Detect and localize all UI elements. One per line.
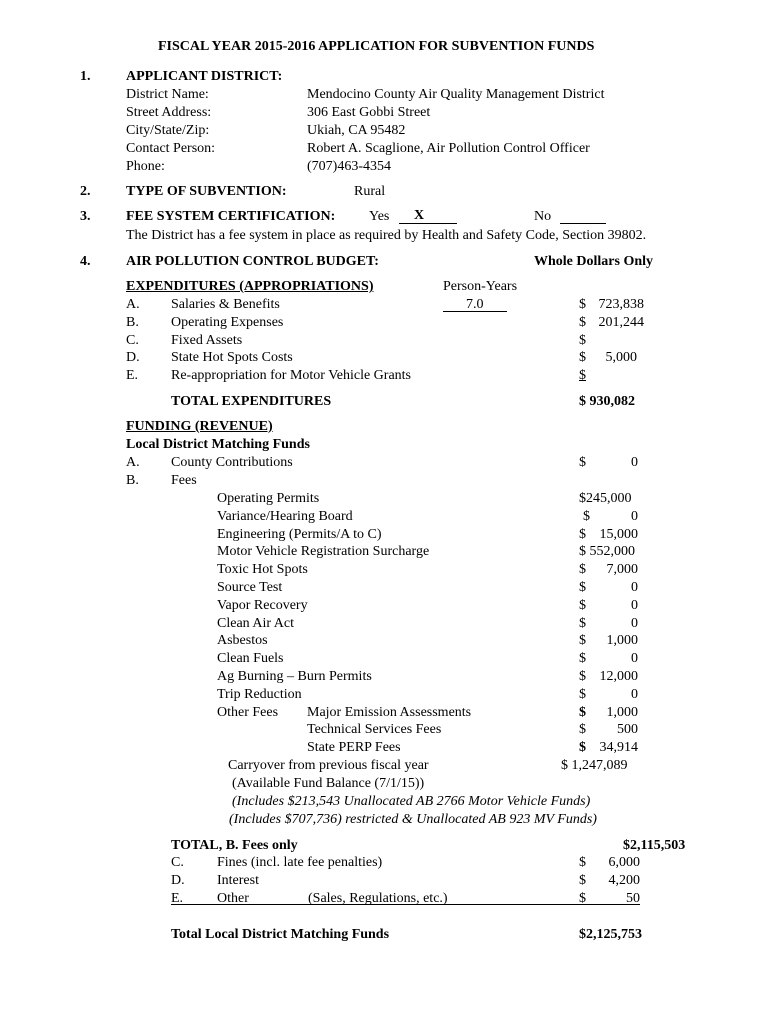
section-3-number: 3. <box>80 209 91 224</box>
fee-item-label: Engineering (Permits/A to C) <box>217 527 382 542</box>
expenditure-label: Salaries & Benefits <box>171 297 280 312</box>
dollar-sign: $ <box>579 651 586 666</box>
phone-label: Phone: <box>126 159 165 174</box>
dollar-sign: $ <box>579 368 586 383</box>
dollar-sign: $ <box>579 455 586 470</box>
section-2-heading: TYPE OF SUBVENTION: <box>126 184 287 199</box>
dollar-sign: $ <box>579 350 586 365</box>
dollar-sign: $ <box>579 722 586 737</box>
dollar-sign: $ <box>579 669 586 684</box>
fee-item-label: Clean Air Act <box>217 616 294 631</box>
street-address-value: 306 East Gobbi Street <box>307 105 431 120</box>
dollar-sign: $ <box>579 873 586 888</box>
total-expenditures-label: TOTAL EXPENDITURES <box>171 394 332 409</box>
dollar-sign: $ <box>579 705 586 720</box>
yes-label: Yes <box>369 209 390 224</box>
dollar-sign: $ <box>579 633 586 648</box>
dollar-sign: $ <box>579 580 586 595</box>
total-fees-value: $2,115,503 <box>623 838 686 853</box>
yes-underline <box>399 223 457 224</box>
other-fee-label: Technical Services Fees <box>307 722 442 737</box>
carryover-note-2: (Includes $707,736) restricted & Unallocated AB 923 MV Funds) <box>229 812 597 827</box>
total-expenditures-value: $ 930,082 <box>579 394 635 409</box>
dollar-sign: $ <box>579 333 586 348</box>
dollar-sign: $ <box>579 891 586 906</box>
fee-item-label: Clean Fuels <box>217 651 284 666</box>
expenditure-label: Re-appropriation for Motor Vehicle Grants <box>171 368 412 383</box>
section-4-number: 4. <box>80 254 91 269</box>
other-fee-amount: 500 <box>617 722 638 737</box>
whole-dollars-note: Whole Dollars Only <box>534 254 654 269</box>
dollar-sign: $ <box>579 562 586 577</box>
person-years-label: Person-Years <box>443 279 518 294</box>
carryover-label: Carryover from previous fiscal year <box>228 758 429 773</box>
expenditures-heading: EXPENDITURES (APPROPRIATIONS) <box>126 279 374 294</box>
funding-heading: FUNDING (REVENUE) <box>126 419 273 434</box>
street-address-label: Street Address: <box>126 105 212 120</box>
fee-item-label: Ag Burning – Burn Permits <box>217 669 372 684</box>
fee-item-amount: $ 552,000 <box>579 544 635 559</box>
total-local-label: Total Local District Matching Funds <box>171 927 390 942</box>
other-fees-label: Other Fees <box>217 705 279 720</box>
fee-item-amount: 15,000 <box>599 527 638 542</box>
section-4-heading: AIR POLLUTION CONTROL BUDGET: <box>126 254 379 269</box>
no-underline <box>560 223 606 224</box>
other-fee-amount: 1,000 <box>606 705 638 720</box>
expenditure-amount: 723,838 <box>598 297 644 312</box>
expenditure-label: State Hot Spots Costs <box>171 350 293 365</box>
dollar-sign: $ <box>579 616 586 631</box>
fee-item-label: Trip Reduction <box>217 687 302 702</box>
total-fees-label: TOTAL, B. Fees only <box>171 838 298 853</box>
fees-label: Fees <box>171 473 197 488</box>
yes-checkmark: X <box>414 208 425 223</box>
expenditure-amount: 5,000 <box>605 350 637 365</box>
revenue-letter: E. <box>171 891 184 906</box>
section-1-heading: APPLICANT DISTRICT: <box>126 69 283 84</box>
county-letter: A. <box>126 455 140 470</box>
expenditure-amount: 201,244 <box>598 315 644 330</box>
expenditure-letter: D. <box>126 350 140 365</box>
fee-item-amount: 0 <box>631 687 638 702</box>
fee-item-label: Toxic Hot Spots <box>217 562 308 577</box>
fee-item-amount: 0 <box>631 616 638 631</box>
carryover-note-1: (Includes $213,543 Unallocated AB 2766 Motor Vehicle Funds) <box>232 794 591 809</box>
other-fee-label: Major Emission Assessments <box>307 705 472 720</box>
dollar-sign: $ <box>579 855 586 870</box>
fee-item-label: Operating Permits <box>217 491 320 506</box>
revenue-label: Fines (incl. late fee penalties) <box>217 855 383 870</box>
revenue-letter: C. <box>171 855 184 870</box>
phone-value: (707)463-4354 <box>307 159 391 174</box>
county-amount: 0 <box>631 455 638 470</box>
fee-item-amount: 0 <box>631 580 638 595</box>
expenditure-letter: B. <box>126 315 139 330</box>
district-name-label: District Name: <box>126 87 209 102</box>
fee-item-amount: 7,000 <box>606 562 638 577</box>
no-label: No <box>534 209 552 224</box>
local-matching-heading: Local District Matching Funds <box>126 437 310 452</box>
revenue-letter: D. <box>171 873 185 888</box>
revenue-extra: (Sales, Regulations, etc.) <box>308 891 448 906</box>
revenue-label: Interest <box>217 873 259 888</box>
other-fee-amount: 34,914 <box>599 740 638 755</box>
fee-item-label: Variance/Hearing Board <box>217 509 353 524</box>
expenditure-label: Fixed Assets <box>171 333 243 348</box>
expenditure-label: Operating Expenses <box>171 315 284 330</box>
fee-item-amount: 0 <box>631 651 638 666</box>
expenditure-letter: C. <box>126 333 139 348</box>
revenue-amount: 50 <box>626 891 640 906</box>
section-1-number: 1. <box>80 69 91 84</box>
page-title: FISCAL YEAR 2015-2016 APPLICATION FOR SUBVENTION FUNDS <box>158 39 595 54</box>
revenue-label: Other <box>217 891 249 906</box>
dollar-sign: $ <box>583 509 590 524</box>
revenue-amount: 4,200 <box>608 873 640 888</box>
fee-item-amount: $245,000 <box>579 491 632 506</box>
fee-item-amount: 0 <box>631 509 638 524</box>
other-revenue-underline <box>171 904 640 905</box>
revenue-amount: 6,000 <box>608 855 640 870</box>
fee-item-label: Motor Vehicle Registration Surcharge <box>217 544 430 559</box>
section-3-heading: FEE SYSTEM CERTIFICATION: <box>126 209 336 224</box>
dollar-sign: $ <box>579 527 586 542</box>
dollar-sign: $ <box>579 740 586 755</box>
expenditure-letter: A. <box>126 297 140 312</box>
fee-system-statement: The District has a fee system in place as required by Health and Safety Code, Section 39802. <box>126 228 647 243</box>
dollar-sign: $ <box>579 297 586 312</box>
city-state-zip-label: City/State/Zip: <box>126 123 210 138</box>
contact-person-label: Contact Person: <box>126 141 216 156</box>
contact-person-value: Robert A. Scaglione, Air Pollution Control Officer <box>307 141 590 156</box>
county-label: County Contributions <box>171 455 293 470</box>
subvention-type-value: Rural <box>354 184 386 199</box>
carryover-value: $ 1,247,089 <box>561 758 628 773</box>
fee-item-amount: 12,000 <box>599 669 638 684</box>
dollar-sign: $ <box>579 315 586 330</box>
carryover-sub: (Available Fund Balance (7/1/15)) <box>232 776 425 791</box>
total-local-value: $2,125,753 <box>579 927 642 942</box>
other-fee-label: State PERP Fees <box>307 740 401 755</box>
section-2-number: 2. <box>80 184 91 199</box>
fees-letter: B. <box>126 473 139 488</box>
dollar-sign: $ <box>579 598 586 613</box>
fee-item-label: Asbestos <box>217 633 268 648</box>
fee-item-amount: 0 <box>631 598 638 613</box>
person-years-value: 7.0 <box>466 297 484 312</box>
fee-item-amount: 1,000 <box>606 633 638 648</box>
fee-item-label: Vapor Recovery <box>217 598 308 613</box>
city-state-zip-value: Ukiah, CA 95482 <box>307 123 406 138</box>
dollar-sign: $ <box>579 687 586 702</box>
district-name-value: Mendocino County Air Quality Management District <box>307 87 605 102</box>
expenditure-letter: E. <box>126 368 139 383</box>
fee-item-label: Source Test <box>217 580 283 595</box>
